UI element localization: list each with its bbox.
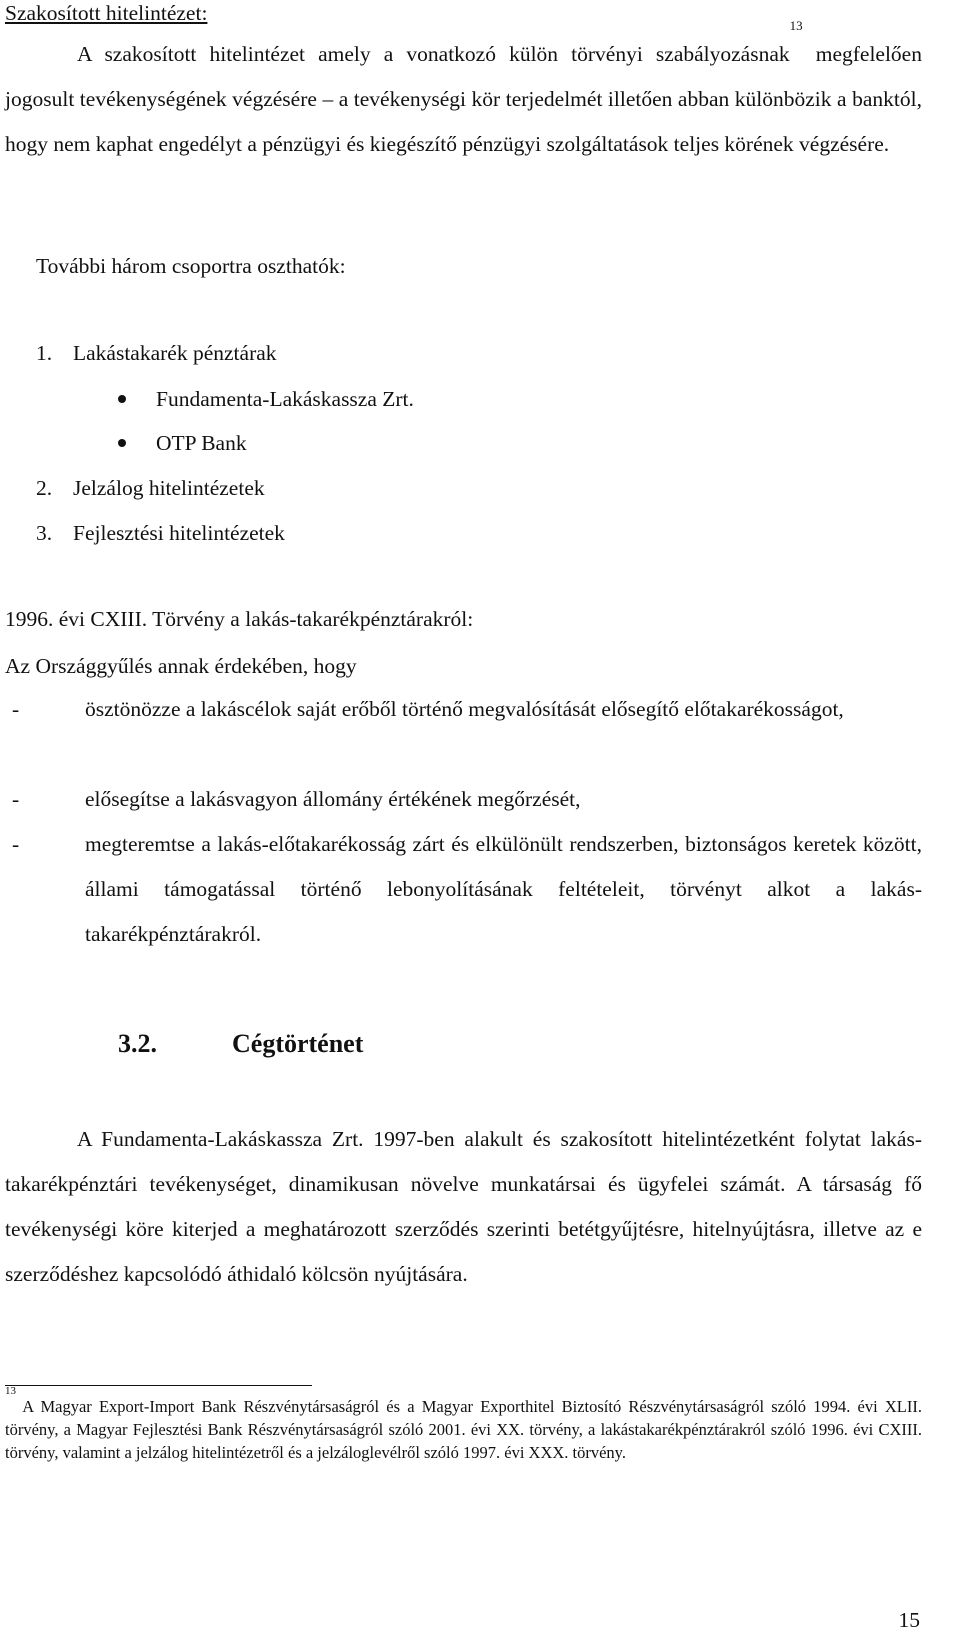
dash-item: [5, 687, 922, 732]
law-title: 1996. évi CXIII. Törvény a lakás-takarékpénztárakról:: [5, 607, 474, 631]
bullet-icon: [118, 439, 126, 447]
list-label: Fejlesztési hitelintézetek: [73, 521, 285, 545]
dash-text: ösztönözze a lakáscélok saját erőből történő megvalósítását elősegítő előtakarékosságot,: [85, 697, 844, 721]
history-paragraph: [5, 1117, 922, 1297]
list-item-3: [36, 519, 285, 547]
page-number: 15: [898, 1608, 920, 1632]
footnote: [5, 1385, 922, 1464]
intro-text-b: megfelelően jogosult tevékenységének végzésére – a tevékenységi kör terjedelmét illetően abban különbözik a banktól, hogy nem kaphat engedélyt a pénzügyi és kiegészítő pénzügyi szolgáltatások teljes körének végzésére.: [5, 42, 922, 156]
law-intro: Az Országgyűlés annak érdekében, hogy: [5, 654, 357, 678]
dash-marker: -: [12, 832, 20, 856]
footnote-divider: [5, 1385, 312, 1386]
list-number: 3.: [36, 521, 53, 545]
footnote-number: 13: [5, 1385, 16, 1397]
dash-marker: -: [12, 697, 20, 721]
history-text: A Fundamenta-Lakáskassza Zrt. 1997-ben alakult és szakosított hitelintézetként folytat lakás-takarékpénztári tevékenységet, dinamikusan növelve munkatársai és ügyfelei számát. A társaság fő tevékenységi köre kiterjed a meghatározott szerződés szerinti betétgyűjtésre, hitelnyújtásra, illetve az e szerződéshez kapcsolódó áthidaló kölcsön nyújtására.: [5, 1127, 922, 1286]
bullet-item: [156, 385, 414, 413]
list-item-2: [36, 474, 265, 502]
groups-intro: További három csoportra oszthatók:: [36, 254, 346, 278]
bullet-item: [156, 429, 247, 457]
bullet-text: Fundamenta-Lakáskassza Zrt.: [156, 387, 414, 411]
dash-item: [5, 822, 922, 957]
section-heading: Szakosított hitelintézet:: [5, 1, 208, 25]
footnote-text: A Magyar Export-Import Bank Részvénytársaságról és a Magyar Exporthitel Biztosító Részvénytársaságról szóló 1994. évi XLII. törvény, a Magyar Fejlesztési Bank Részvénytársaságról szóló 2001. évi XX. törvény, a lakástakarékpénztárakról szóló 1996. évi CXIII. törvény, valamint a jelzálog hitelintézetről és a jelzáloglevélről szóló 1997. évi XXX. törvény.: [5, 1397, 922, 1462]
section-title: Cégtörténet: [232, 1029, 364, 1058]
bullet-text: OTP Bank: [156, 431, 247, 455]
section-number: 3.2.: [118, 1029, 157, 1058]
footnote-ref[interactable]: 13: [789, 18, 803, 33]
intro-paragraph: [5, 18, 922, 167]
list-item-1: [36, 339, 277, 367]
list-label: Lakástakarék pénztárak: [73, 341, 277, 365]
dash-item: [5, 777, 922, 822]
list-number: 1.: [36, 341, 53, 365]
dash-text: megteremtse a lakás-előtakarékosság zárt és elkülönült rendszerben, biztonságos keretek között, állami támogatással történő lebonyolításának feltételeit, törvényt alkot a lakás-takarékpénztárakról.: [85, 832, 922, 946]
bullet-icon: [118, 395, 126, 403]
dash-text: elősegítse a lakásvagyon állomány értékének megőrzését,: [85, 787, 581, 811]
dash-marker: -: [12, 787, 20, 811]
intro-text-a: A szakosított hitelintézet amely a vonatkozó külön törvényi szabályozásnak: [77, 42, 790, 66]
list-number: 2.: [36, 476, 53, 500]
list-label: Jelzálog hitelintézetek: [73, 476, 265, 500]
